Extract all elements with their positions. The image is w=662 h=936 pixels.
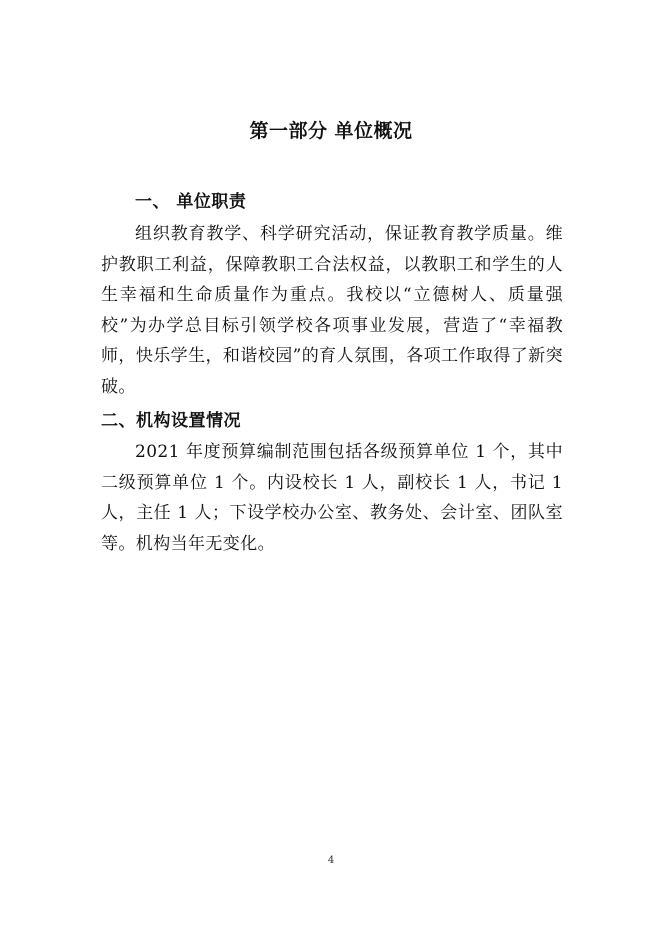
paragraph-organization: 2021 年度预算编制范围包括各级预算单位 1 个，其中二级预算单位 1 个。内设校长 1 人，副校长 1 人，书记 1 人，主任 1 人；下设学校办公室、教务处、会计室、团队室等。机构当年无变化。 [101, 442, 563, 554]
page-title: 第一部分 单位概况 [249, 120, 413, 142]
page-number: 4 [327, 855, 335, 866]
section-heading-organization: 二、机构设置情况 [101, 411, 241, 431]
paragraph-unit-duties: 组织教育教学、科学研究活动，保证教育教学质量。维护教职工利益，保障教职工合法权益，以教职工和学生的人生幸福和生命质量作为重点。我校以“立德树人、质量强校”为办学总目标引领学校各项事业发展，营造了“幸福教师，快乐学生，和谐校园”的育人氛围，各项工作取得了新突破。 [101, 224, 563, 397]
section-heading-unit-duties: 一、 单位职责 [135, 192, 247, 212]
